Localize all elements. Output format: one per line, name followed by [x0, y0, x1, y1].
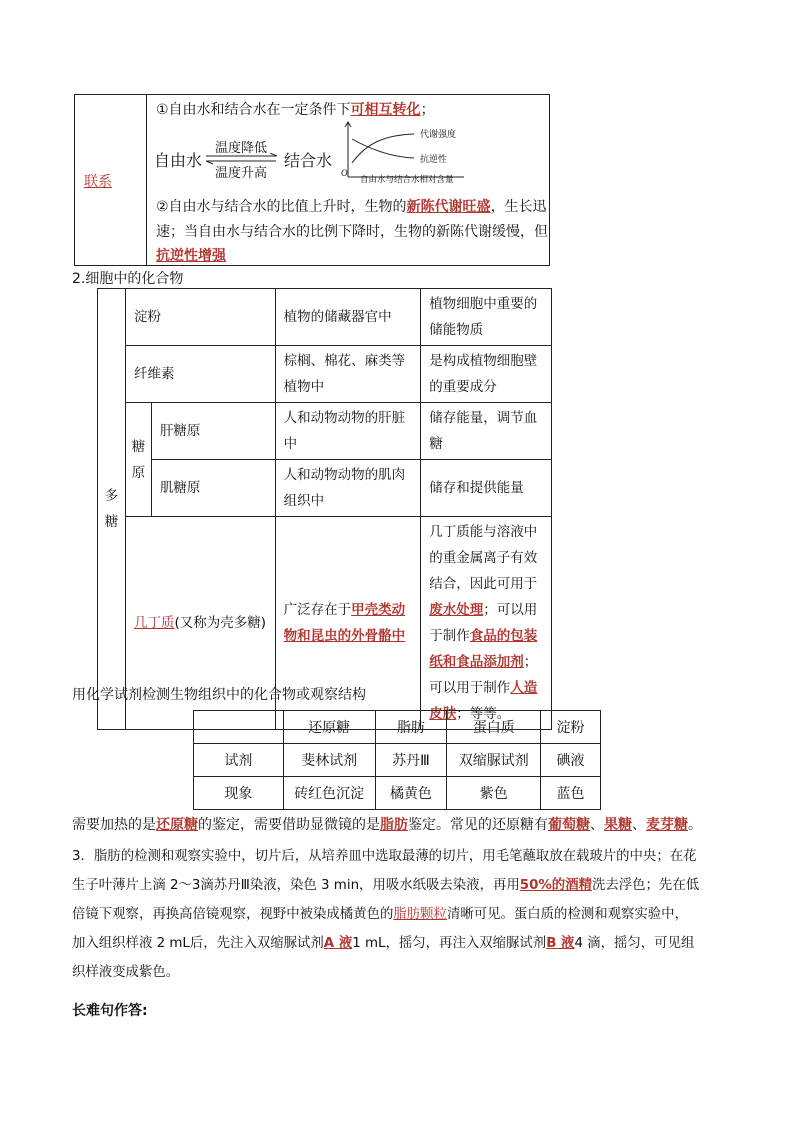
relation-line-2-text: ②自由水与结合水的比值上升时，生物的 [156, 199, 407, 215]
detect-reagent-reducing-sugar: 斐林试剂 [283, 744, 375, 777]
chitin-fn-text-4: ；等等。 [456, 706, 511, 722]
section-2-title: 2.细胞中的化合物 [72, 271, 184, 287]
detect-header-reducing-sugar: 还原糖 [283, 711, 375, 744]
chitin-fn-text-1: 几丁质能与溶液中的重金属离子有效结合，因此可用于 [429, 524, 538, 592]
section-3-line-3-highlight: 脂肪颗粒 [393, 907, 447, 922]
liver-glycogen-location: 人和动物动物的肝脏中 [275, 403, 421, 460]
detect-reagent-protein: 双缩脲试剂 [447, 744, 541, 777]
starch-location: 植物的储藏器官中 [275, 289, 421, 346]
section-3-line-4-highlight-a: A 液 [323, 936, 353, 951]
equation-left: 自由水 [154, 153, 203, 170]
relation-line-2-highlight: 新陈代谢旺盛 [406, 199, 491, 215]
table-row [194, 744, 601, 777]
long-answer-title: 长难句作答: [72, 1003, 148, 1019]
section-3-line-2-suffix: 洗去浮色；先在低 [591, 878, 700, 893]
section-3-line-2-highlight: 50%的酒精 [519, 878, 592, 893]
note-highlight-1: 还原糖 [156, 817, 198, 833]
relation-line-2-suffix: ，生长迅 [490, 199, 547, 215]
section-3-line-3-text: 倍镜下观察，再换高倍镜观察，视野中被染成橘黄色的 [72, 907, 394, 922]
note-end: 。 [688, 817, 702, 833]
relation-line-4 [156, 245, 226, 265]
section-3-line-4-text: 加入组织样液 2 mL后，先注入双缩脲试剂 [72, 936, 324, 951]
note-sep-2: 、 [632, 817, 646, 833]
relation-line-1-text: ①自由水和结合水在一定条件下 [156, 102, 351, 118]
graph-curve1-label: 代谢强度 [420, 129, 457, 139]
graph-origin-label: O [341, 168, 348, 178]
note-highlight-5: 麦芽糖 [646, 817, 688, 833]
chitin-alias: (又称为壳多糖) [174, 615, 267, 631]
equation-right: 结合水 [284, 153, 333, 170]
glycogen-group-cell [125, 403, 151, 517]
section-3-line-4-suffix: 4 滴，摇匀，可见组 [574, 936, 695, 951]
detect-reagent-fat: 苏丹Ⅲ [375, 744, 447, 777]
note-highlight-2: 脂肪 [380, 817, 408, 833]
note-highlight-4: 果糖 [604, 817, 632, 833]
note-sep-1: 、 [590, 817, 604, 833]
table-row [98, 346, 552, 403]
section-3-line-4 [72, 930, 724, 957]
relation-line-2 [156, 196, 547, 216]
section-3-line-2-text: 生子叶薄片上滴 2～3滴苏丹Ⅲ染液，染色 3 min，用吸水纸吸去染液，再用 [72, 878, 520, 893]
resistance-curve [352, 139, 414, 158]
chitin-fn-highlight-3: 人造皮肤 [429, 680, 538, 722]
equation-top-label: 温度降低 [214, 140, 267, 155]
graph-curve2-label: 抗逆性 [420, 154, 448, 164]
table-row [194, 777, 601, 810]
section-3-line-3 [72, 901, 724, 928]
polysaccharide-group-cell [98, 289, 126, 730]
muscle-glycogen-name: 肌糖原 [151, 460, 275, 517]
detect-result-fat: 橘黄色 [375, 777, 447, 810]
chitin-location-text: 广泛存在于 [283, 602, 352, 618]
detection-title: 用化学试剂检测生物组织中的化合物或观察结构 [72, 687, 366, 703]
detect-header-empty [194, 711, 284, 744]
muscle-glycogen-location: 人和动物动物的肌肉组织中 [275, 460, 421, 517]
section-3-line-3-suffix: 清晰可见。蛋白质的检测和观察实验中， [446, 907, 688, 922]
note-text-2: 的鉴定，需要借助显微镜的是 [198, 817, 380, 833]
relation-line-1-suffix: ； [420, 102, 435, 118]
relation-line-3: 速；当自由水与结合水的比例下降时，生物的新陈代谢缓慢，但 [156, 224, 548, 240]
detect-header-fat: 脂肪 [375, 711, 447, 744]
note-highlight-3: 葡萄糖 [548, 817, 590, 833]
detect-reagent-label: 试剂 [194, 744, 284, 777]
cellulose-location: 棕榈、棉花、麻类等植物中 [275, 346, 421, 403]
liver-glycogen-name: 肝糖原 [151, 403, 275, 460]
polysaccharide-table [97, 288, 552, 730]
graph-x-axis-label: 自由水与结合水相对含量 [360, 174, 454, 184]
detect-reagent-starch: 碘液 [541, 744, 601, 777]
detection-table [193, 710, 601, 810]
polysaccharide-group-label: 多糖 [104, 488, 119, 530]
detect-result-protein: 紫色 [447, 777, 541, 810]
equation-bottom-label: 温度升高 [214, 165, 267, 180]
detect-result-starch: 蓝色 [541, 777, 601, 810]
chitin-location-highlight: 甲壳类动物和昆虫的外骨骼中 [283, 602, 406, 644]
cellulose-name: 纤维素 [125, 346, 275, 403]
relation-content-cell [148, 95, 550, 265]
section-3-line-4-text-2: 1 mL，摇匀，再注入双缩脲试剂 [352, 936, 547, 951]
relation-line-1 [156, 99, 435, 119]
relation-label: 联系 [84, 174, 112, 190]
detect-result-label: 现象 [194, 777, 284, 810]
relation-table [74, 94, 550, 266]
chitin-function-cell [421, 517, 552, 730]
chitin-name: 几丁质 [133, 615, 175, 631]
relation-line-1-highlight: 可相互转化 [350, 102, 421, 118]
note-text-3: 鉴定。常见的还原糖有 [408, 817, 548, 833]
section-3-line-5: 织样液变成紫色。 [72, 965, 180, 980]
section-3-line-2 [72, 872, 724, 899]
chitin-fn-highlight-2: 食品的包装纸和食品添加剂 [429, 628, 538, 670]
section-3-line-4-highlight-b: B 液 [546, 936, 575, 951]
note-text-1: 需要加热的是 [72, 817, 156, 833]
table-row [98, 460, 552, 517]
table-row [98, 403, 552, 460]
metabolism-curve [352, 134, 414, 163]
muscle-glycogen-function: 储存和提供能量 [421, 460, 552, 517]
table-row [98, 289, 552, 346]
section-3-line-1: 3．脂肪的检测和观察实验中，切片后，从培养皿中选取最薄的切片，用毛笔蘸取放在载玻片的中央；在花 [72, 849, 697, 864]
chitin-fn-highlight-1: 废水处理 [429, 602, 484, 618]
detect-header-protein: 蛋白质 [447, 711, 541, 744]
starch-name: 淀粉 [125, 289, 275, 346]
relation-line-4-highlight: 抗逆性增强 [156, 248, 226, 264]
starch-function: 植物细胞中重要的储能物质 [421, 289, 552, 346]
chitin-fn-text-2: ；可以用于制作 [429, 602, 538, 644]
chitin-fn-text-3: ；可以用于制作 [429, 654, 538, 696]
table-row [194, 711, 601, 744]
glycogen-group-label: 糖原 [131, 438, 146, 481]
relation-label-cell [75, 95, 147, 265]
liver-glycogen-function: 储存能量，调节血糖 [421, 403, 552, 460]
cellulose-function: 是构成植物细胞壁的重要成分 [421, 346, 552, 403]
heating-note [72, 812, 724, 839]
detect-result-reducing-sugar: 砖红色沉淀 [283, 777, 375, 810]
detect-header-starch: 淀粉 [541, 711, 601, 744]
